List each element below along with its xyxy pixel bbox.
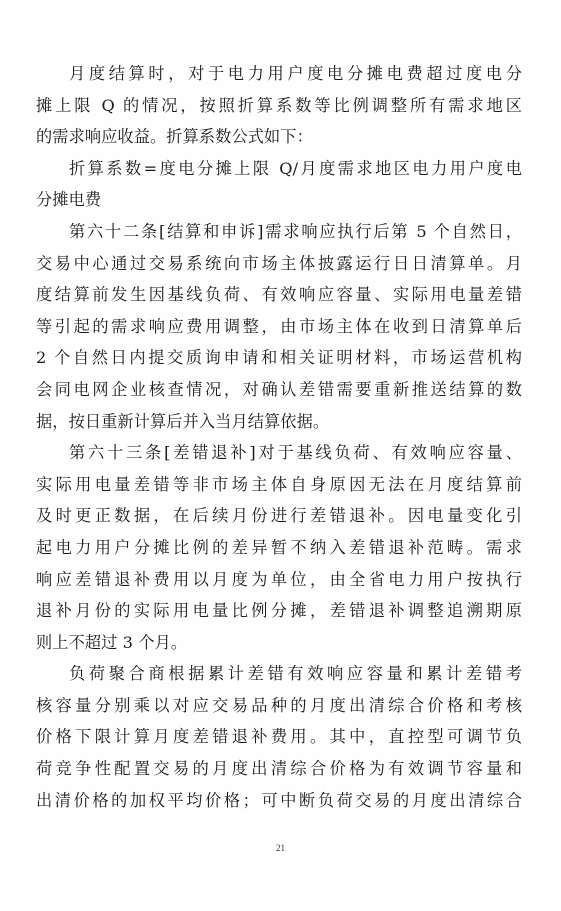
paragraph-5-line-2: 核容量分别乘以对应交易品种的月度出清综合价格和考核 bbox=[36, 695, 522, 715]
paragraph-3-line-6: 会同电网企业核查情况，对确认差错需要重新推送结算的数 bbox=[36, 379, 522, 399]
paragraph-4-line-7: 则上不超过 3 个月。 bbox=[36, 632, 188, 652]
paragraph-5-line-5: 出清价格的加权平均价格；可中断负荷交易的月度出清综合 bbox=[36, 790, 522, 810]
page-number: 21 bbox=[276, 843, 285, 853]
paragraph-3-line-5: 2 个自然日内提交质询申请和相关证明材料，市场运营机构 bbox=[36, 348, 522, 368]
paragraph-1-line-3: 的需求响应收益。折算系数公式如下： bbox=[36, 127, 313, 147]
paragraph-4-line-4: 起电力用户分摊比例的差异暂不纳入差错退补范畴。需求 bbox=[36, 537, 522, 557]
paragraph-5-line-3: 价格下限计算月度差错退补费用。其中，直控型可调节负 bbox=[36, 727, 522, 747]
paragraph-1-line-2: 摊上限 Q 的情况，按照折算系数等比例调整所有需求地区 bbox=[36, 95, 522, 115]
paragraph-3-line-4: 等引起的需求响应费用调整，由市场主体在收到日清算单后 bbox=[36, 316, 522, 336]
paragraph-4-line-5: 响应差错退补费用以月度为单位，由全省电力用户按执行 bbox=[36, 569, 522, 589]
paragraph-4-line-6: 退补月份的实际用电量比例分摊，差错退补调整追溯期原 bbox=[36, 601, 522, 621]
paragraph-3-line-3: 度结算前发生因基线负荷、有效响应容量、实际用电量差错 bbox=[36, 285, 522, 305]
paragraph-2-line-1: 折算系数=度电分摊上限 Q/月度需求地区电力用户度电 bbox=[69, 158, 522, 178]
paragraph-3-line-1: 第六十二条[结算和申诉]需求响应执行后第 5 个自然日， bbox=[69, 221, 522, 241]
paragraph-4-line-3: 及时更正数据，在后续月份进行差错退补。因电量变化引 bbox=[36, 506, 522, 526]
paragraph-1-line-1: 月度结算时，对于电力用户度电分摊电费超过度电分 bbox=[69, 64, 522, 83]
paragraph-5-line-1: 负荷聚合商根据累计差错有效响应容量和累计差错考 bbox=[69, 664, 522, 684]
paragraph-4-line-2: 实际用电量差错等非市场主体自身原因无法在月度结算前 bbox=[36, 474, 522, 494]
paragraph-5-line-4: 荷竞争性配置交易的月度出清综合价格为有效调节容量和 bbox=[36, 759, 522, 779]
paragraph-2-line-2: 分摊电费 bbox=[36, 190, 102, 210]
body-text bbox=[36, 58, 522, 816]
paragraph-3-line-2: 交易中心通过交易系统向市场主体披露运行日日清算单。月 bbox=[36, 253, 522, 273]
paragraph-4-line-1: 第六十三条[差错退补]对于基线负荷、有效响应容量、 bbox=[69, 443, 522, 463]
paragraph-3-line-7: 据，按日重新计算后并入当月结算依据。 bbox=[36, 411, 330, 431]
